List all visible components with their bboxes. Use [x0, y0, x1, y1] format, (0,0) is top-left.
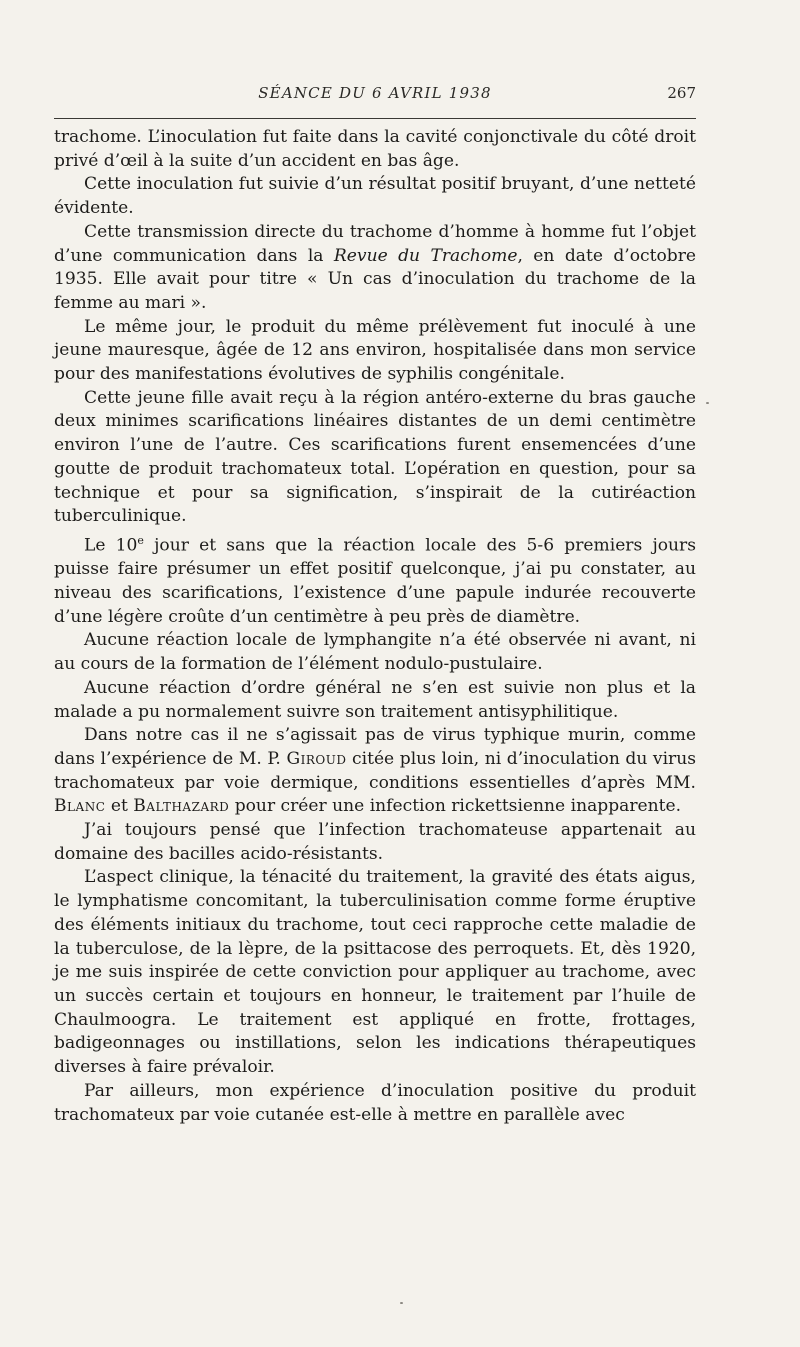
body-text	[54, 126, 696, 1127]
paragraph-1: trachome. L’inoculation fut faite dans la cavité conjonctivale du côté droit privé d’œil à la suite d’un accident en bas âge.	[54, 127, 696, 171]
author-name-balthazard: Balthazard	[133, 796, 230, 817]
paragraph-7: Aucune réaction locale de lymphangite n’a été observée ni avant, ni au cours de la formation de l’élément nodulo-pustulaire.	[54, 630, 696, 675]
ordinal-superscript: e	[137, 533, 144, 547]
paragraph-2: Cette inoculation fut suivie d’un résultat positif bruyant, d’une netteté évidente.	[54, 174, 696, 219]
header-rule	[54, 118, 696, 119]
running-head	[54, 84, 696, 108]
paragraph-8: Aucune réaction d’ordre général ne s’en est suivie non plus et la malade a pu normalement suivre son traitement antisyphilitique.	[54, 677, 696, 722]
paper-speck	[400, 1302, 403, 1304]
paragraph-4: Le même jour, le produit du même prélèvement fut inoculé à une jeune mauresque, âgée de 12 ans environ, hospitalisée dans mon service pour des manifestations évolutives de syphilis congénitale.	[54, 316, 696, 385]
paragraph-11: L’aspect clinique, la ténacité du traitement, la gravité des états aigus, le lymphatisme concomitant, la tuberculinisation comme forme éruptive des éléments initiaux du trachome, tout ceci rapproche cette maladie de la tuberculose, de la lèpre, de la psittacose des perroquets. Et, dès 1920, je me suis inspirée de cette conviction pour appliquer au trachome, avec un succès certain et toujours en honneur, le traitement par l’huile de Chaulmoogra. Le traitement est appliqué en frotte, frottages, badigeonnages ou instillations, selon les indications thérapeutiques diverses à faire prévaloir.	[54, 867, 696, 1078]
paragraph-10: J’ai toujours pensé que l’infection trachomateuse appartenait au domaine des bacilles acido-résistants.	[54, 820, 696, 864]
paper-speck	[706, 402, 709, 404]
paragraph-6: Le 10e jour et sans que la réaction locale des 5-6 premiers jours puisse faire présumer un effet positif quelconque, j’ai pu constater, au niveau des scarifications, l’existence d’une papule indurée recouverte d’une légère croûte d’un centimètre à peu près de diamètre.	[54, 533, 696, 627]
paragraph-3: Cette transmission directe du trachome d’homme à homme fut l’objet d’une communication dans la Revue du Trachome, en date d’octobre 1935. Elle avait pour titre « Un cas d’inoculation du trachome de la femme au mari ».	[54, 221, 696, 313]
author-name-blanc: Blanc	[54, 796, 106, 817]
journal-title: Revue du Trachome	[333, 245, 518, 266]
page-number: 267	[667, 84, 696, 102]
running-title: SÉANCE DU 6 AVRIL 1938	[258, 84, 492, 102]
paragraph-5: Cette jeune fille avait reçu à la région antéro-externe du bras gauche deux minimes scarifications linéaires distantes de un demi centimètre environ l’une de l’autre. Ces scarifications furent ensemencées d’une goutte de produit trachomateux total. L’opération en question, pour sa technique et pour sa signification, s’inspirait de la cutiréaction tuberculinique.	[54, 387, 696, 527]
paragraph-12: Par ailleurs, mon expérience d’inoculation positive du produit trachomateux par voie cutanée est-elle à mettre en parallèle avec	[54, 1080, 696, 1125]
paragraph-9: Dans notre cas il ne s’agissait pas de virus typhique murin, comme dans l’expérience de M. P. Giroud citée plus loin, ni d’inoculation du virus trachomateux par voie dermique, conditions essentielles d’après MM. Blanc et Balthazard pour créer une infection rickettsienne inapparente.	[54, 725, 697, 817]
author-name-giroud: Giroud	[286, 748, 347, 769]
